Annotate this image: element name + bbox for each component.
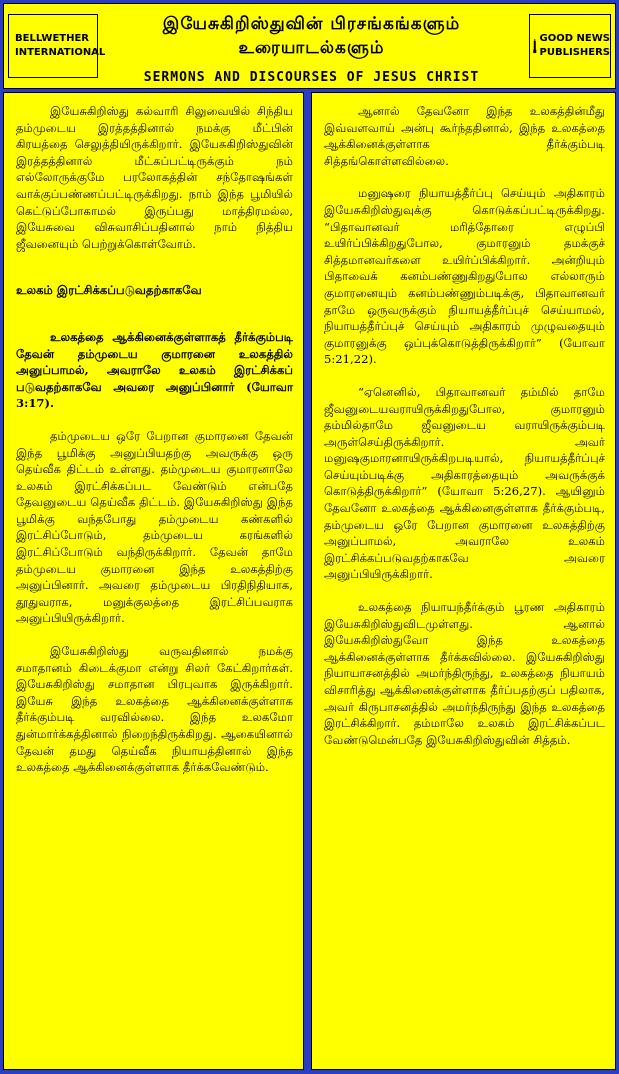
header-banner	[3, 3, 616, 89]
good-news-logo	[529, 14, 611, 78]
logo-left-text	[15, 32, 105, 60]
paragraph: மனுஷரை நியாயத்தீர்ப்பு செய்யும் அதிகாரம் இயேசுகிறிஸ்துவுக்கு கொடுக்கப்பட்டிருக்கிறது. “பிதாவானவர் மரித்தோரை எழுப்பி உயிர்ப்பிக்கிறதுபோல, குமாரனும் தமக்குச் சித்தமானவர்களை உயிர்ப்பிக்கிறார். அன்றியும் பிதாவைக் கனம்பண்ணுகிறதுபோல எல்லாரும் குமாரனையும் கனம்பண்ணும்படிக்கு, பிதாவானவர் தாமே ஒருவருக்கும் நியாயத்தீர்ப்புச் செய்யாமல், நியாயத்தீர்ப்புச் செய்யும் அதிகாரம் முழுவதையும் குமாரனுக்கு ஒப்புக்கொடுத்திருக்கிறார்” (யோவா 5:21,22).	[324, 186, 605, 367]
paragraph: தம்முடைய ஒரே பேறான குமாரனை தேவன் இந்த பூமிக்கு அனுப்பியதற்கு அவருக்கு ஒரு தெய்வீக திட்டம் உள்ளது. தம்முடைய குமாரனாலே உலகம் இரட்சிக்கப்பட வேண்டும் என்பதே தேவனுடைய தெய்வீக திட்டம். இயேசுகிறிஸ்து இந்த பூமிக்கு வந்தபோது தம்முடைய கண்களில் இரட்சிப்போடும், தம்முடைய கரங்களில் இரட்சிப்போடும் வந்திருக்கிறார். தேவன் தாமே தம்முடைய குமாரனை இந்த உலகத்திற்கு அனுப்பினார். அவரை தம்முடைய பிரதிநிதியாக, தூதுவராக, மனுக்குலத்தை இரட்சிப்பவராக அனுப்பியிருக்கிறார்.	[16, 428, 293, 626]
paragraph: இயேசுகிறிஸ்து வருவதினால் நமக்கு சமாதானம் கிடைக்குமா என்று சிலர் கேட்கிறார்கள். இயேசுகிறிஸ்து சமாதான பிரபுவாக இருக்கிறார். இயேசு இந்த உலகத்தை ஆக்கினைக்குள்ளாக தீர்க்கும்படி வரவில்லை. இந்த உலகமோ துன்மார்க்கத்தினால் நிறைந்திருக்கிறது. ஆகையினால் தேவன் தமது தெய்வீக நியாயத்தினால் இந்த உலகத்தை ஆக்கினைக்குள்ளாக தீர்க்கவேண்டும்.	[16, 644, 293, 775]
tower-icon	[533, 18, 537, 74]
bible-verse: உலகத்தை ஆக்கினைக்குள்ளாகத் தீர்க்கும்படி தேவன் தம்முடைய குமாரனை உலகத்தில் அனுப்பாமல், அவராலே உலகம் இரட்சிக்கப் படுவதற்காகவே அவரை அனுப்பினார் (யோவா 3:17).	[16, 329, 293, 411]
bellwether-logo	[8, 14, 106, 78]
logo-right-line2: PUBLISHERS	[539, 47, 610, 58]
logo-right-text	[540, 32, 610, 60]
tamil-title-line1: இயேசுகிறிஸ்துவின் பிரசங்கங்களும்	[162, 14, 461, 34]
logo-left-line2: INTERNATIONAL	[15, 47, 106, 58]
logo-left-line1: BELLWETHER	[15, 33, 90, 44]
tamil-title-line2: உரையாடல்களும்	[238, 38, 385, 58]
right-column	[311, 92, 616, 1070]
tamil-title	[104, 12, 519, 60]
paragraph: ஆனால் தேவனோ இந்த உலகத்தின்மீது இவ்வளவாய் அன்பு கூர்ந்ததினால், இந்த உலகத்தை ஆக்கினைக்குள்ளாக தீர்க்கும்படி சித்தங்கொள்ளவில்லை.	[324, 104, 605, 168]
english-title: SERMONS AND DISCOURSES OF JESUS CHRIST	[143, 70, 480, 85]
logo-right-line1: GOOD NEWS	[539, 33, 610, 44]
paragraph: “ஏனெனில், பிதாவானவர் தம்மில் தாமே ஜீவனுடையவராயிருக்கிறதுபோல, குமாரனும் தம்மில்தாமே ஜீவனுடைய வராயிருக்கும்படி அருள்செய்திருக்கிறார். அவர் மனுஷகுமாரனாயிருக்கிறபடியால், நியாயத்தீர்ப்புச் செய்யும்படிக்கு அதிகாரத்தையும் அவருக்குக் கொடுத்திருக்கிறார்” (யோவா 5:26,27). ஆயினும் தேவனோ உலகத்தை ஆக்கினைகுள்ளாக தீர்க்கும்படி, தம்முடைய ஒரே பேறான குமாரனை உலகத்திற்கு அனுப்பாமல், அவராலே உலகம் இரட்சிக்கப்படுவதற்காகவே அவரை அனுப்பியிருக்கிறார்.	[324, 384, 605, 582]
paragraph: இயேசுகிறிஸ்து கல்வாரி சிலுவையில் சிந்திய தம்முடைய இரத்தத்தினால் நமக்கு மீட்பின் கிரயத்தை செலுத்தியிருக்கிறார். இயேசுகிறிஸ்துவின் இரத்தத்தினால் மீட்கப்பட்டிருக்கும் நம் எல்லோருக்குமே பரலோகத்தின் சந்தோஷங்கள் வாக்குப்பண்ணப்பட்டிருக்கிறது. நாம் இந்த பூமியில் கெட்டுப்போகாமல் இருப்பது மாத்திரமல்ல, இயேசுவை விசுவாசிப்பதினால் நாம் நித்திய ஜீவனையும் பெற்றுக்கொள்வோம்.	[16, 104, 293, 251]
paragraph: உலகத்தை நியாயந்தீர்க்கும் பூரண அதிகாரம் இயேசுகிறிஸ்துவிடமுள்ளது. ஆனால் இயேசுகிறிஸ்துவோ இந்த உலகத்தை ஆக்கினைக்குள்ளாக தீர்க்கவில்லை. இயேசுகிறிஸ்து நியாயாசனத்தில் அமர்ந்திருந்து, உலகத்தை நியாயம் விசாரித்து ஆக்கினைக்குள்ளாக தீர்ப்பதற்குப் பதிலாக, அவர் கிருபாசனத்தில் அமர்ந்திருந்து இந்த உலகத்தை இரட்சிக்கிறார். தம்மாலே உலகம் இரட்சிக்கப்பட வேண்டுமென்பதே இயேசுகிறிஸ்துவின் சித்தம்.	[324, 600, 605, 747]
left-column	[3, 92, 304, 1070]
section-heading: உலகம் இரட்சிக்கப்படுவதற்காகவே	[16, 283, 202, 298]
